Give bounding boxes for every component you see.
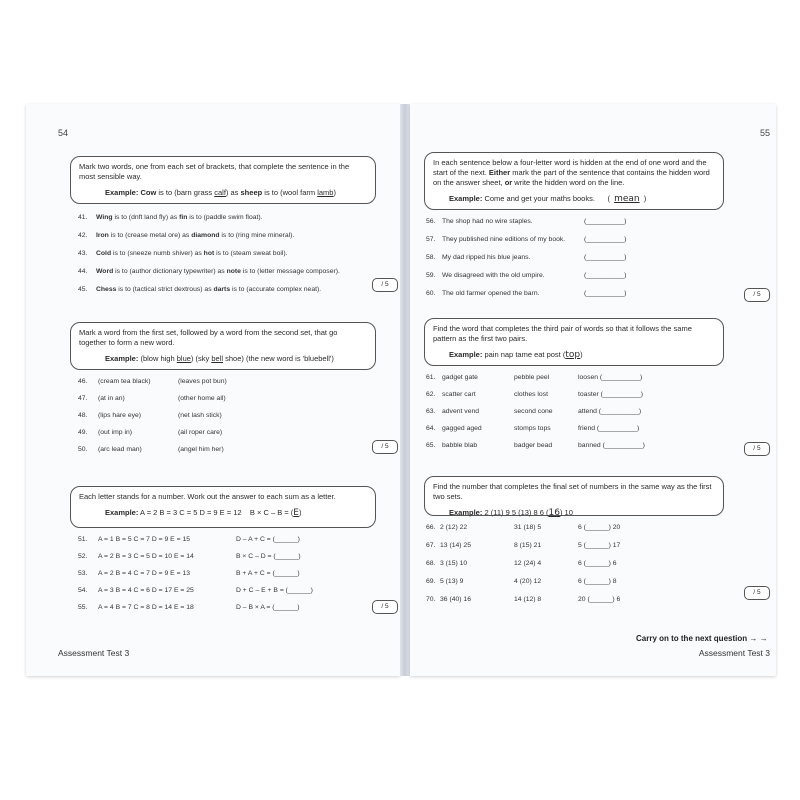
question-number: 59. xyxy=(426,272,436,279)
question-keyword: Iron xyxy=(96,232,109,239)
question-number: 69. xyxy=(426,578,436,585)
question-number: 49. xyxy=(78,429,88,436)
sentence-text[interactable]: We disagreed with the old umpire. xyxy=(442,272,545,279)
example-text: ) xyxy=(333,188,336,197)
example-text: ) xyxy=(580,350,583,359)
question-keyword: Word xyxy=(96,268,114,275)
question-text[interactable]: is to (crease metal ore) as xyxy=(108,232,192,239)
word-pair-first: advent vend xyxy=(442,408,480,415)
right-page xyxy=(410,104,776,676)
sentence-text[interactable]: The shop had no wire staples. xyxy=(442,218,533,225)
left-page xyxy=(26,104,400,676)
example-text: ) 10 xyxy=(559,508,573,517)
example-line xyxy=(433,350,715,360)
question-number: 53. xyxy=(78,570,88,577)
question-keyword: fin xyxy=(179,214,188,221)
word-pair-first: gagged aged xyxy=(442,425,482,432)
example-answer: E xyxy=(293,508,299,518)
question-text[interactable]: is to (ring mine mineral). xyxy=(219,232,295,239)
word-pair-second: second cone xyxy=(514,408,553,415)
number-set-first: 2 (12) 22 xyxy=(440,524,468,531)
instruction-part: mark the part of the sentence that contains the hidden word on the answer sheet, xyxy=(433,168,710,187)
question-text[interactable]: is to (steam sweat boil). xyxy=(214,250,288,257)
page-number: 55 xyxy=(759,128,770,138)
question-number: 67. xyxy=(426,542,436,549)
word-set-second[interactable]: (other home all) xyxy=(178,395,226,402)
question-keyword: Wing xyxy=(96,214,113,221)
letter-values: A = 4 B = 7 C = 8 D = 14 E = 18 xyxy=(98,604,194,611)
word-pair-second: pebble peel xyxy=(514,374,550,381)
open-book xyxy=(26,104,776,680)
question-number: 41. xyxy=(78,214,88,221)
instruction-box-compound-words xyxy=(70,322,376,370)
question-number: 50. xyxy=(78,446,88,453)
example-line xyxy=(79,508,367,518)
word-set-first[interactable]: (out imp in) xyxy=(98,429,132,436)
word-pair-answer[interactable]: attend (__________) xyxy=(578,408,642,415)
question-keyword: Chess xyxy=(96,286,117,293)
word-pair-answer[interactable]: loosen (__________) xyxy=(578,374,643,381)
question-row xyxy=(78,214,263,221)
instruction-text: Mark two words, one from each set of brackets, that complete the sentence in the most sensible way. xyxy=(79,162,350,181)
example-word: sheep xyxy=(240,188,263,197)
question-number: 64. xyxy=(426,425,436,432)
word-set-second[interactable]: (angel him her) xyxy=(178,446,224,453)
word-set-first[interactable]: (lips hare eye) xyxy=(98,412,142,419)
example-answer: blue xyxy=(176,354,191,363)
number-set-second: 14 (12) 8 xyxy=(514,596,542,603)
question-row xyxy=(78,286,321,293)
word-pair-second: stomps tops xyxy=(514,425,551,432)
word-set-second[interactable]: (ail roper care) xyxy=(178,429,223,436)
answer-blank[interactable]: (__________) xyxy=(584,218,627,225)
example-text: pain nap tame eat post ( xyxy=(484,350,566,359)
example-text: ) xyxy=(298,508,302,517)
question-number: 57. xyxy=(426,236,436,243)
example-answer: mean xyxy=(614,194,640,204)
example-line xyxy=(433,508,715,518)
question-number: 42. xyxy=(78,232,88,239)
question-number: 65. xyxy=(426,442,436,449)
example-text: ) (sky xyxy=(190,354,212,363)
question-keyword: Cold xyxy=(96,250,112,257)
page-number: 54 xyxy=(58,128,69,138)
example-answer: top xyxy=(565,350,581,360)
question-number: 45. xyxy=(78,286,88,293)
instruction-emphasis: Either xyxy=(488,168,511,177)
question-number: 62. xyxy=(426,391,436,398)
example-label: Example: xyxy=(449,194,483,203)
instruction-part: In each sentence below a four-letter word is hidden at the end of one word and the start of the next. xyxy=(433,158,707,177)
question-number: 61. xyxy=(426,374,436,381)
question-text[interactable]: is to (author dictionary typewriter) as xyxy=(113,268,227,275)
example-line xyxy=(79,354,367,364)
example-text: (blow high xyxy=(140,354,177,363)
word-pair-first: babble blab xyxy=(442,442,478,449)
question-number: 47. xyxy=(78,395,88,402)
answer-blank[interactable]: (__________) xyxy=(584,236,627,243)
answer-blank[interactable]: (__________) xyxy=(584,254,627,261)
example-text: 2 (11) 9 5 (13) 8 6 ( xyxy=(484,508,549,517)
example-text: is to (wool farm xyxy=(262,188,318,197)
word-pair-second: badger bead xyxy=(514,442,553,449)
instruction-box-word-patterns xyxy=(424,318,724,366)
score-box[interactable]: / 5 xyxy=(372,440,398,454)
question-keyword: note xyxy=(226,268,241,275)
answer-blank[interactable]: (__________) xyxy=(584,272,627,279)
sum-answer[interactable]: D – A + C = (______) xyxy=(236,536,300,543)
instruction-box-number-sets xyxy=(424,476,724,516)
instruction-text: Mark a word from the first set, followed by a word from the second set, that go together to form a new word. xyxy=(79,328,338,347)
page-footer: Assessment Test 3 xyxy=(698,648,770,658)
word-pair-answer[interactable]: friend (__________) xyxy=(578,425,640,432)
number-set-answer[interactable]: 6 (______) 8 xyxy=(578,578,617,585)
question-text[interactable]: is to (paddle swim float). xyxy=(187,214,263,221)
question-text[interactable]: is to (accurate complex neat). xyxy=(230,286,322,293)
example-text: is to (barn grass xyxy=(156,188,215,197)
sum-answer[interactable]: D – B × A = (______) xyxy=(236,604,300,611)
example-line: Example: Come and get your maths books. ( mean ) xyxy=(449,194,647,204)
number-set-second: 8 (15) 21 xyxy=(514,542,542,549)
question-text[interactable]: is to (dnft land fly) as xyxy=(112,214,180,221)
word-pair-first: scatter cart xyxy=(442,391,476,398)
word-set-first[interactable]: (at in an) xyxy=(98,395,125,402)
score-box[interactable]: / 5 xyxy=(744,442,770,456)
score-box[interactable]: / 5 xyxy=(744,288,770,302)
word-set-first[interactable]: (cream tea black) xyxy=(98,378,151,385)
instruction-box-hidden-words xyxy=(424,152,724,210)
word-set-second[interactable]: (net lash stick) xyxy=(178,412,222,419)
question-number: 63. xyxy=(426,408,436,415)
instruction-text: Each letter stands for a number. Work out the answer to each sum as a letter. xyxy=(79,492,336,501)
instruction-box-analogies xyxy=(70,156,376,204)
word-pair-second: clothes lost xyxy=(514,391,549,398)
example-label: Example: xyxy=(105,188,139,197)
example-label: Example: xyxy=(449,350,483,359)
question-number: 60. xyxy=(426,290,436,297)
sentence-text[interactable]: They published nine editions of my book. xyxy=(442,236,566,243)
letter-values: A = 3 B = 4 C = 6 D = 17 E = 25 xyxy=(98,587,194,594)
example-text: A = 2 B = 3 C = 5 D = 9 E = 12 xyxy=(140,508,242,517)
question-number: 51. xyxy=(78,536,88,543)
sum-answer[interactable]: D + C – E + B = (______) xyxy=(236,587,313,594)
question-number: 43. xyxy=(78,250,88,257)
question-number: 44. xyxy=(78,268,88,275)
number-set-answer[interactable]: 5 (______) 17 xyxy=(578,542,621,549)
book-spine xyxy=(400,104,410,676)
example-line xyxy=(79,188,367,198)
question-number: 56. xyxy=(426,218,436,225)
question-number: 70. xyxy=(426,596,436,603)
question-text[interactable]: is to (letter message composer). xyxy=(240,268,340,275)
letter-values: A = 2 B = 3 C = 5 D = 10 E = 14 xyxy=(98,553,194,560)
number-set-answer[interactable]: 6 (______) 6 xyxy=(578,560,617,567)
example-label: Example: xyxy=(105,354,139,363)
question-keyword: diamond xyxy=(191,232,220,239)
example-answer: calf xyxy=(214,188,226,197)
question-row xyxy=(78,250,288,257)
example-text: Come and get your maths books. xyxy=(484,194,595,203)
word-set-first[interactable]: (arc lead man) xyxy=(98,446,142,453)
question-number: 58. xyxy=(426,254,436,261)
word-pair-first: gadget gate xyxy=(442,374,478,381)
score-box[interactable]: / 5 xyxy=(744,586,770,600)
question-number: 54. xyxy=(78,587,88,594)
example-text: shoe) (the new word is 'bluebell') xyxy=(223,354,334,363)
number-set-first: 13 (14) 25 xyxy=(440,542,471,549)
example-label: Example: xyxy=(449,508,483,517)
instruction-text: Find the number that completes the final set of numbers in the same way as the first two sets. xyxy=(433,482,712,501)
instruction-box-letter-sums xyxy=(70,486,376,528)
question-number: 52. xyxy=(78,553,88,560)
score-box[interactable]: / 5 xyxy=(372,600,398,614)
score-box[interactable]: / 5 xyxy=(372,278,398,292)
page-footer: Assessment Test 3 xyxy=(58,648,130,658)
number-set-second: 31 (18) 5 xyxy=(514,524,542,531)
number-set-answer[interactable]: 6 (______) 20 xyxy=(578,524,621,531)
question-number: 66. xyxy=(426,524,436,531)
question-keyword: darts xyxy=(213,286,231,293)
example-answer: 16 xyxy=(548,508,560,518)
number-set-second: 12 (24) 4 xyxy=(514,560,542,567)
example-sum: B × C – B = ( xyxy=(249,508,294,517)
number-set-first: 3 (15) 10 xyxy=(440,560,468,567)
number-set-second: 4 (20) 12 xyxy=(514,578,542,585)
question-row xyxy=(78,268,340,275)
letter-values: A = 1 B = 5 C = 7 D = 9 E = 15 xyxy=(98,536,191,543)
question-number: 48. xyxy=(78,412,88,419)
sentence-text[interactable]: My dad ripped his blue jeans. xyxy=(442,254,531,261)
sum-answer[interactable]: B × C – D = (______) xyxy=(236,553,301,560)
word-pair-answer[interactable]: banned (__________) xyxy=(578,442,645,449)
carry-on-note: Carry on to the next question → → xyxy=(636,634,768,643)
question-text[interactable]: is to (sneeze numb shiver) as xyxy=(111,250,204,257)
number-set-first: 36 (40) 16 xyxy=(440,596,471,603)
sentence-text[interactable]: The old farmer opened the barn. xyxy=(442,290,540,297)
example-answer: bell xyxy=(211,354,224,363)
sum-answer[interactable]: B + A + C = (______) xyxy=(236,570,300,577)
example-answer: lamb xyxy=(317,188,334,197)
example-label: Example: xyxy=(105,508,139,517)
question-row xyxy=(78,232,294,239)
question-number: 46. xyxy=(78,378,88,385)
answer-blank[interactable]: (__________) xyxy=(584,290,627,297)
question-keyword: hot xyxy=(203,250,215,257)
instruction-text: Find the word that completes the third pair of words so that it follows the same pattern as the first two pairs. xyxy=(433,324,692,343)
instruction-emphasis: or xyxy=(504,178,513,187)
word-set-second[interactable]: (leaves pot bun) xyxy=(178,378,227,385)
example-text: ) as xyxy=(225,188,241,197)
question-number: 68. xyxy=(426,560,436,567)
number-set-answer[interactable]: 20 (______) 6 xyxy=(578,596,621,603)
word-pair-answer[interactable]: toaster (__________) xyxy=(578,391,643,398)
question-text[interactable]: is to (tactical strict dextrous) as xyxy=(116,286,214,293)
number-set-first: 5 (13) 9 xyxy=(440,578,464,585)
instruction-part: write the hidden word on the line. xyxy=(512,178,625,187)
question-number: 55. xyxy=(78,604,88,611)
letter-values: A = 2 B = 4 C = 7 D = 9 E = 13 xyxy=(98,570,191,577)
instruction-text xyxy=(433,158,715,188)
example-word: Cow xyxy=(140,188,157,197)
